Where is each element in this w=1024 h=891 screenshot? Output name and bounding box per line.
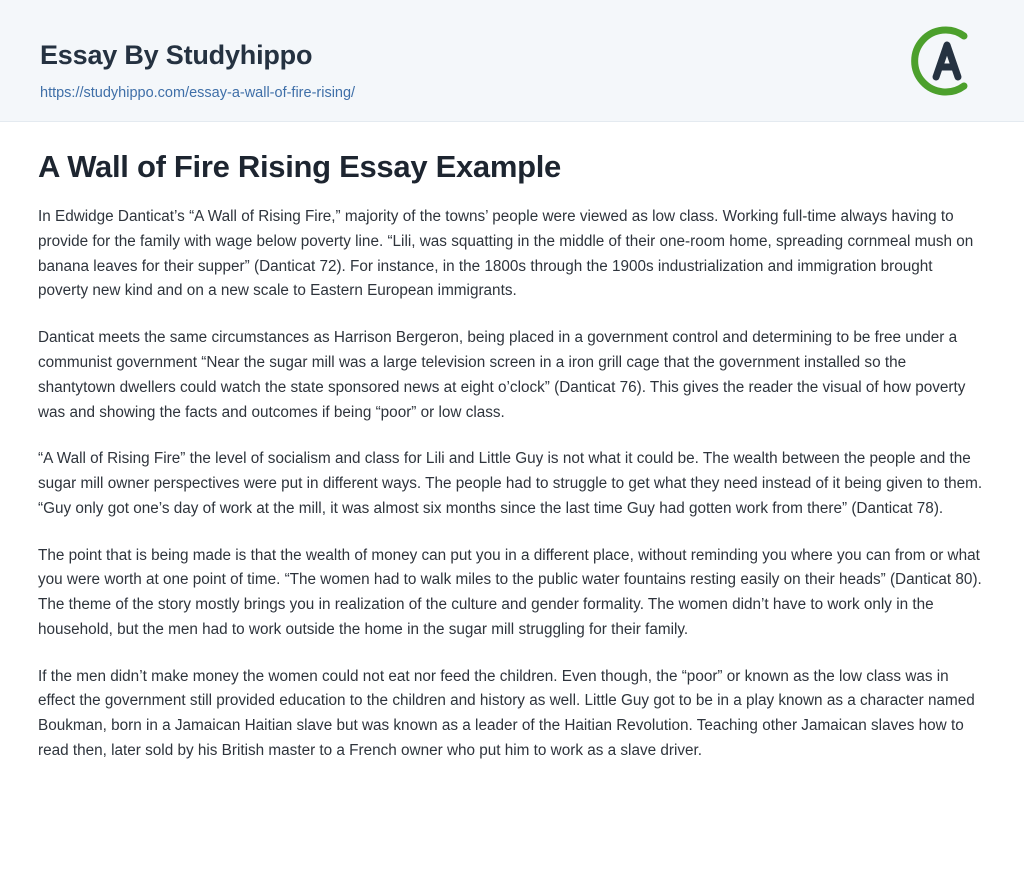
article-body bbox=[0, 122, 1024, 764]
site-header bbox=[0, 0, 1024, 122]
article-paragraph: If the men didn’t make money the women could not eat nor feed the children. Even though, the “poor” or known as the low class was in effect the government still provided education to the children and history as well. Little Guy got to be in a play known as a character named Boukman, born in a Jamaican Haitian slave but was known as a leader of the Haitian Revolution. Teaching other Jamaican slaves how to read then, later sold by his British master to a French owner who put him to work as a slave driver. bbox=[38, 667, 975, 759]
site-brand-title: Essay By Studyhippo bbox=[40, 40, 313, 70]
article-paragraph: Danticat meets the same circumstances as Harrison Bergeron, being placed in a government control and determining to be free under a communist government “Near the sugar mill was a large television screen in a iron grill cage that the government installed so the shantytown dwellers could watch the state sponsored news at eight o’clock” (Danticat 76). This gives the reader the visual of how poverty was and showing the facts and outcomes if being “poor” or low class. bbox=[38, 329, 966, 421]
letter-a-circle-logo-icon bbox=[908, 22, 986, 100]
article-url-link[interactable]: https://studyhippo.com/essay-a-wall-of-fire-rising/ bbox=[40, 85, 356, 101]
article-paragraph: In Edwidge Danticat’s “A Wall of Rising Fire,” majority of the towns’ people were viewed as low class. Working full-time always having to provide for the family with wage below poverty line. “Lili, was squatting in the middle of their one-room home, spreading cornmeal mush on banana leaves for their supper” (Danticat 72). For instance, in the 1800s through the 1900s industrialization and immigration brought poverty new kind and on a new scale to Eastern European immigrants. bbox=[38, 208, 974, 300]
article-paragraph: The point that is being made is that the wealth of money can put you in a different place, without reminding you where you can from or what you were worth at one point of time. “The women had to walk miles to the public water fountains resting easily on their heads” (Danticat 80). The theme of the story mostly brings you in realization of the culture and gender formality. The women didn’t have to work only in the household, but the men had to work outside the home in the sugar mill struggling for their family. bbox=[38, 546, 982, 638]
page-title: A Wall of Fire Rising Essay Example bbox=[38, 149, 561, 184]
article-paragraph: “A Wall of Rising Fire” the level of socialism and class for Lili and Little Guy is not what it could be. The wealth between the people and the sugar mill owner perspectives were put in different ways. The people had to struggle to get what they need instead of it being given to them. “Guy only got one’s day of work at the mill, it was almost six months since the last time Guy had gotten work from there” (Danticat 78). bbox=[38, 450, 983, 517]
